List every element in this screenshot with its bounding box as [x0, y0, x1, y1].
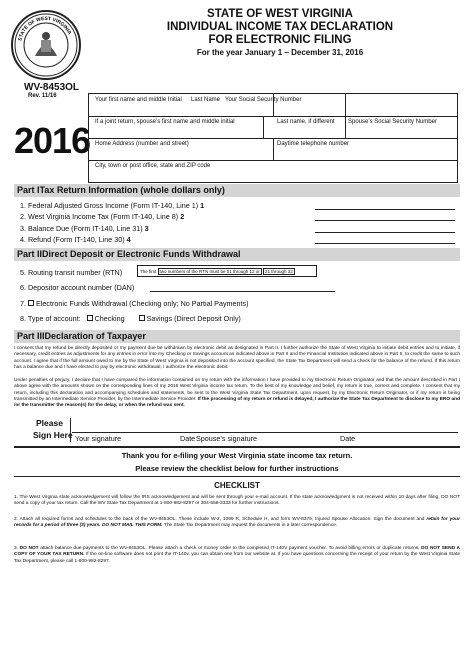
spouse-last-name-field[interactable]: Last name, if different — [277, 119, 335, 125]
checklist-item-3 — [14, 546, 460, 565]
line-8 — [20, 314, 241, 323]
line-2 — [20, 212, 184, 221]
line-1-label: 1. Federal Adjusted Gross Income (Form IT-140, Line 1) — [20, 201, 199, 210]
line-3-label: 3. Balance Due (Form IT-140, Line 31) — [20, 224, 143, 233]
title-line-1: STATE OF WEST VIRGINIA — [207, 8, 353, 20]
perjury-paragraph — [14, 378, 460, 409]
checklist-item-2 — [14, 517, 460, 530]
sign-here-label: Sign Here — [33, 430, 73, 440]
routing-note-a: The first — [140, 269, 157, 274]
form-id: WV-8453OL — [24, 82, 80, 93]
part3-label: Part III — [17, 331, 45, 341]
part1-title: Tax Return Information (whole dollars only) — [39, 185, 225, 195]
date-label-1: Date — [180, 434, 196, 443]
state-seal — [11, 10, 81, 80]
line-4-number: 4 — [126, 235, 131, 244]
depositor-label: 6. Depositor account number (DAN) — [20, 283, 135, 292]
routing-label: 5. Routing transit number (RTN) — [20, 268, 123, 277]
line-2-number: 2 — [180, 212, 185, 221]
title-line-3: FOR ELECTRONIC FILING — [208, 34, 352, 46]
item3-text-d: If the on-line software does not print the IT-140v, you can obtain one from our website at. If you have questions concerning the receipt of your return by the West Virginia State Tax Department, please call 1-800-982-8297. — [14, 552, 460, 564]
line-3-input[interactable] — [315, 232, 455, 233]
perjury-text: Under penalties of perjury, I declare that I have compared the information contained on my return with the information I have provided to my Electronic Return Originator and that the amount described in Part I above agree with the amounts shown on the corresponding lines of my 2016 West Virginia income tax return. To the best of my knowledge and belief, my return is true, correct and complete. I consent that my return, including this declaration and accompanying schedules and statements, be sent to the West Virginia State Tax Department, upon request, by my Electronic Return Originator, or if my return is being transmitted by an Intermediate Service Provider, by the Intermediate Service Provider. — [14, 378, 460, 402]
title-block — [160, 8, 400, 47]
line-4-input[interactable] — [315, 243, 455, 244]
last-name-field[interactable]: Last Name — [191, 97, 221, 103]
checklist-title: CHECKLIST — [214, 481, 260, 490]
line-4 — [20, 235, 131, 244]
item2-text-a: 2. Attach all required forms and schedules to the back of the WV-8453OL. These include W-2, 1099 R, Schedule H, and form WV-8379, Injured Spouse Allocation. Sign the document and — [14, 517, 425, 522]
seal-icon — [13, 12, 79, 78]
part2-label: Part II — [17, 249, 43, 259]
part3-title: Declaration of Taxpayer — [44, 331, 146, 341]
depositor-account-input[interactable] — [150, 291, 335, 292]
routing-note-c: 21 through 32 — [265, 269, 293, 274]
review-text: Please review the checklist below for further instructions — [135, 464, 339, 473]
ssn-field[interactable]: Your Social Security Number — [225, 97, 302, 103]
line-3 — [20, 224, 149, 233]
your-signature-label: Your signature — [75, 434, 122, 443]
part2-header — [14, 248, 460, 261]
item2-text-c: The State Tax Department may request the documents in a later correspondence. — [163, 523, 338, 529]
first-name-field[interactable]: Your first name and middle Initial — [95, 97, 182, 103]
line-7-number: 7. — [20, 299, 26, 308]
line-7 — [20, 299, 249, 308]
title-period: For the year January 1 – December 31, 2016 — [196, 48, 364, 57]
part1-header — [14, 184, 460, 197]
revision: Rev. 11/16 — [28, 93, 57, 99]
tax-year: 2016 — [14, 120, 91, 161]
item3-text-b: attach balance due payments to the WV-8453OL. Please attach a check or money order to the completed IT-140V payment voucher. To avoid billing errors or duplicate returns, — [40, 546, 420, 551]
item2-text-b: retain for your records for a period of three (3) years. DO NOT MAIL THIS FORM. — [14, 517, 460, 529]
efw-checkbox[interactable] — [28, 300, 34, 306]
part1-label: Part I — [17, 185, 40, 195]
checking-label: Checking — [94, 314, 125, 323]
seal-text: STATE OF WEST VIRGINIA — [17, 15, 73, 42]
line-7-label: Electronic Funds Withdrawal (Checking only; No Partial Payments) — [36, 299, 249, 308]
signature-line[interactable] — [72, 432, 458, 433]
spouse-signature-label: Spouse’s signature — [196, 434, 258, 443]
routing-number-input[interactable] — [137, 265, 317, 277]
delay-text: If the processing of my return or refund is delayed, I authorize the State Tax Department to disclose to my ERO and /or the transmitter the reason(s) for the delay, or when the refund was sent. — [14, 396, 460, 409]
item3-text-c: DO NOT SEND A COPY OF YOUR TAX RETURN. — [14, 546, 460, 558]
item3-text-a: DO NOT — [19, 546, 39, 551]
line-1 — [20, 201, 204, 210]
spouse-ssn-field[interactable]: Spouse’s Social Security Number — [348, 119, 437, 125]
item3-num: 3. — [14, 546, 19, 551]
line-1-input[interactable] — [315, 209, 455, 210]
line-1-number: 1 — [200, 201, 205, 210]
consent-paragraph: I consent that my refund be directly deposited or my payment due be withdrawn by electronic debit as designated in Part II. I further authorize the State of West Virginia to initiate debit entries and to initiate, if necessary, credit entries as adjustments for any entries in error into my Checking or Savings account as indicated above in Part II and the Financial Institution indicated above in Part II, to credit the same to such account. I agree that if the full amount owed to me by the State of West Virginia is not deposited into the account specified, the State Tax Department will send a check for the balance of the refund. If this return has a balance due and I have elected to pay by electronic withdrawal, I authorize the electronic debit. — [14, 346, 460, 370]
part3-header — [14, 330, 460, 343]
line-8-label: 8. Type of account: — [20, 314, 81, 323]
line-2-label: 2. West Virginia Income Tax (Form IT-140, Line 8) — [20, 212, 179, 221]
routing-note-b: two numbers of the RTN must be 01 through 12 or — [159, 269, 260, 274]
home-address-field[interactable]: Home Address (number and street) — [95, 141, 189, 147]
savings-label: Savings (Direct Deposit Only) — [146, 314, 241, 323]
part2-title: Direct Deposit or Electronic Funds Withdrawal — [42, 249, 241, 259]
spouse-first-name-field[interactable]: If a joint return, spouse’s first name and middle initial — [95, 119, 235, 125]
line-2-input[interactable] — [315, 220, 455, 221]
city-state-zip-field[interactable]: City, town or post office, state and ZIP code — [95, 163, 211, 169]
checking-checkbox[interactable] — [87, 315, 93, 321]
phone-field[interactable]: Daytime telephone number — [277, 141, 350, 147]
date-label-2: Date — [340, 434, 356, 443]
thank-you-text: Thank you for e-filing your West Virginia state income tax return. — [121, 451, 353, 460]
title-line-2: INDIVIDUAL INCOME TAX DECLARATION — [166, 21, 394, 33]
line-3-number: 3 — [144, 224, 149, 233]
line-4-label: 4. Refund (Form IT-140, Line 30) — [20, 235, 125, 244]
checklist-item-1: 1. The West Virginia state acknowledgement will follow the IRS acknowledgement and will be sent through your e-mail account. If the state acknowledgment is not received within 10 days after filing, DO NOT send a copy of your tax return. Call the WV State Tax Department at 1-800-982-8297 or 304-558-3333 for further instructions. — [14, 495, 460, 507]
savings-checkbox[interactable] — [139, 315, 145, 321]
taxpayer-info-box — [88, 93, 458, 183]
please-label: Please — [36, 418, 63, 428]
